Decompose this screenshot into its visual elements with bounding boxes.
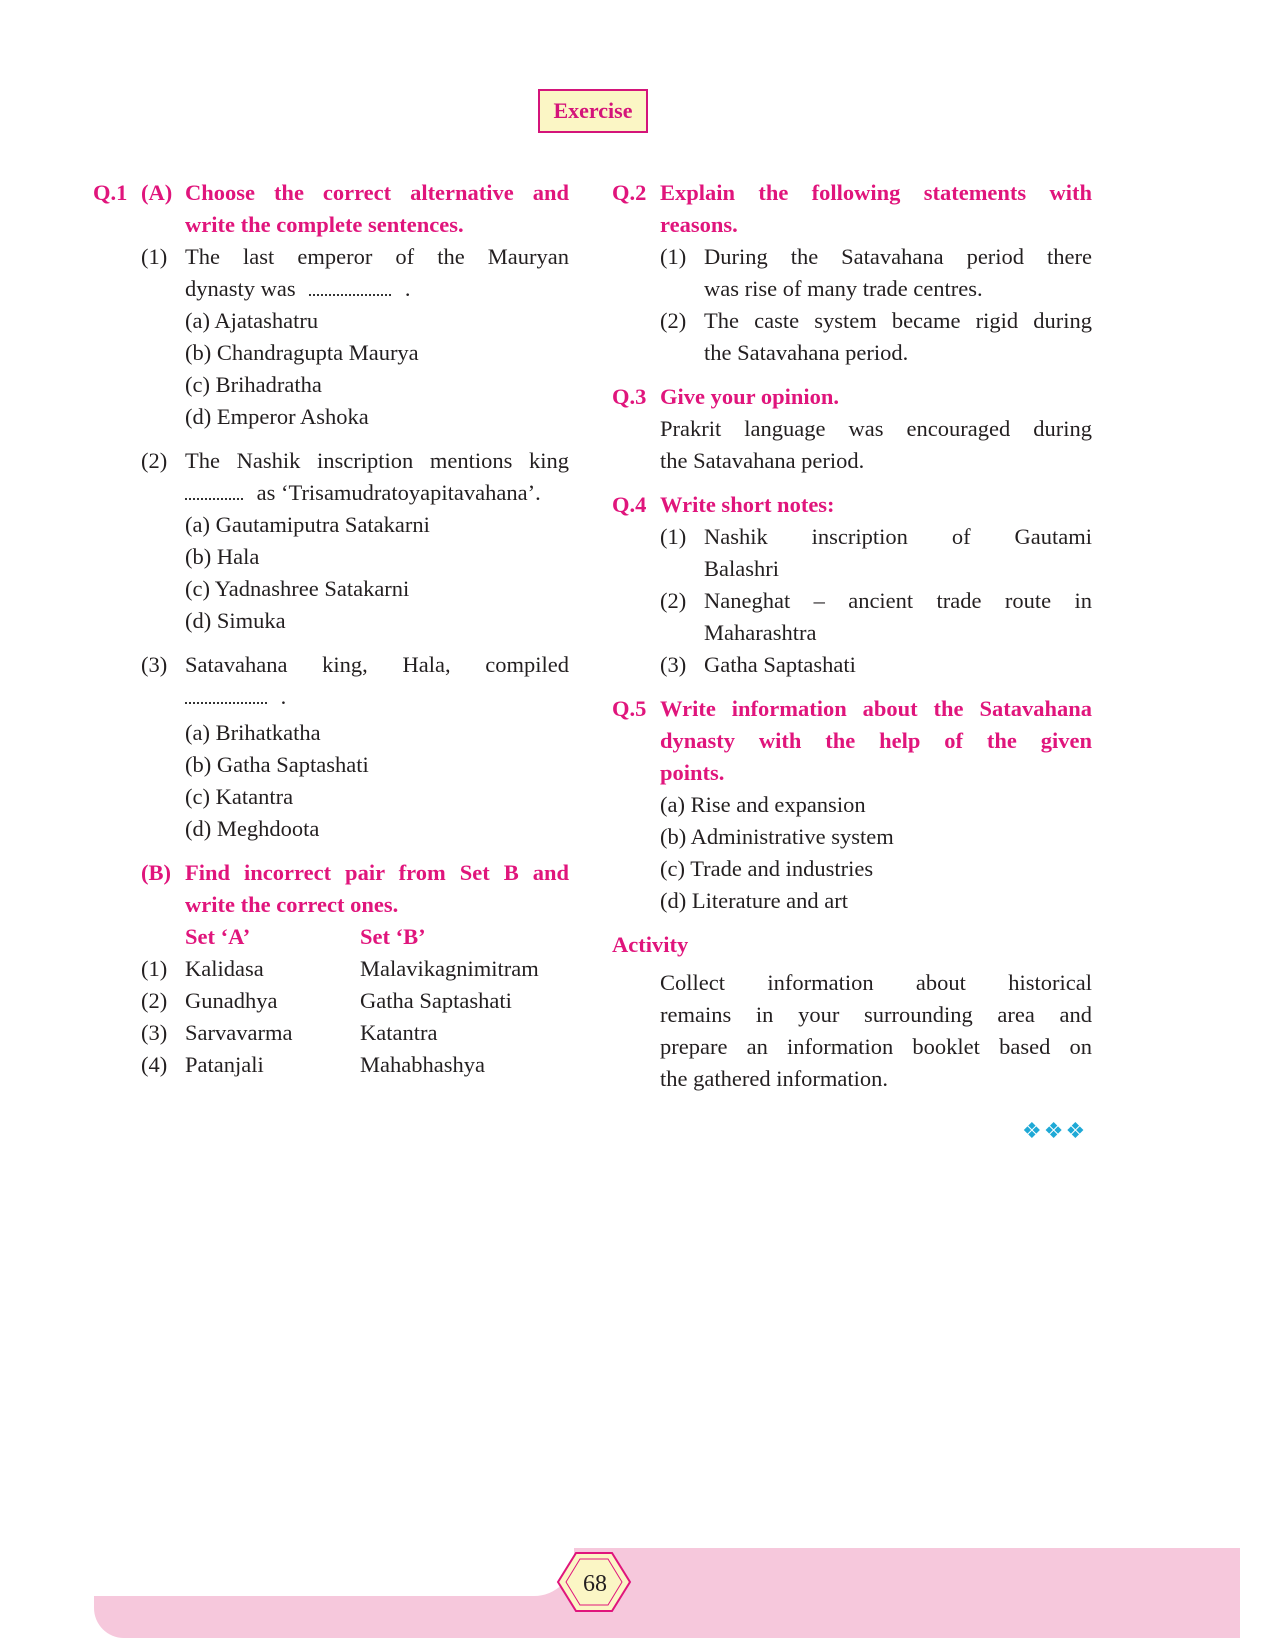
option: (b) Hala (185, 544, 260, 569)
pair-row: (4) Patanjali Mahabhashya (141, 1052, 485, 1077)
activity-heading: Activity (612, 932, 689, 957)
exercise-title: Exercise (553, 98, 633, 123)
option: (c) Katantra (185, 784, 294, 809)
q1-item-2-line2: as ‘Trisamudratoyapitavahana’. (256, 480, 541, 505)
q2-item-1-line2: was rise of many trade centres. (704, 276, 983, 301)
footer-band-cutout (94, 1548, 574, 1596)
activity-line: prepare an information booklet based on (660, 1034, 1092, 1059)
pair-row: (1) Kalidasa Malavikagnimitram (141, 956, 539, 981)
option: (d) Meghdoota (185, 816, 320, 841)
q4-item-3: (3) Gatha Saptashati (660, 652, 856, 677)
q1-heading: Q.1 (A) Choose the correct alternative and (93, 180, 569, 205)
q1-item-3-line2: . (280, 684, 287, 709)
q1-item-1-line2: dynasty was (185, 276, 296, 301)
activity-line: Collect information about historical (660, 970, 1092, 995)
option: (a) Ajatashatru (185, 308, 319, 333)
end-ornament-icon: ❖❖❖ (1022, 1118, 1088, 1143)
q2-item-2-line2: the Satavahana period. (704, 340, 909, 365)
exercise-title-box (538, 89, 648, 133)
q1-partB-heading-line2: write the correct ones. (185, 892, 399, 917)
blank-line (309, 276, 391, 296)
left-column: Q.1 (A) Choose the correct alternative and write the complete sentences. (1) The last emperor of the Mauryan dynasty was . (a) Ajatashatru (b) Chandragupta Maurya (c) Brihadratha (d) Emperor Ashoka (2) The Nashik inscription mentions king as ‘Trisamudratoyapitavahana’. (a) Gautamiputra Satakarni (b) Hala (c) Yadnashree Satakarni (d) Simuka (3) Satavahana king, Hala, compiled . (a) Brihatkatha (b) Gatha Saptashati (c) Katantra (d) Meghdoota (B) Find incorrect pair from Set B and write the correct ones. Set ‘A’ Set ‘B’ (1) Kalidasa Malavikagnimitram (2) Gunadhya Gatha Saptashati (3) Sarvavarma Katantra (4) Patanjali Mahabhashya (93, 177, 569, 1081)
q5-heading: Q.5 Write information about the Satavahana (612, 696, 1092, 721)
q5-heading-line3: points. (660, 760, 725, 785)
q2-heading: Q.2 Explain the following statements with (612, 180, 1092, 205)
q5-point: (c) Trade and industries (660, 856, 874, 881)
right-column (612, 177, 1092, 1095)
option: (d) Emperor Ashoka (185, 404, 369, 429)
q3-text-line1: Prakrit language was encouraged during (660, 416, 1092, 441)
q1-item-1: (1) The last emperor of the Mauryan (141, 244, 569, 269)
q1-heading-line2: write the complete sentences. (185, 212, 464, 237)
q4-item-1: (1) Nashik inscription of Gautami (660, 524, 1092, 549)
q3-text-line2: the Satavahana period. (660, 448, 865, 473)
set-headers (93, 921, 569, 953)
pair-row: (2) Gunadhya Gatha Saptashati (141, 988, 512, 1013)
activity-line: remains in your surrounding area and (660, 1002, 1092, 1027)
q1-item-2: (2) The Nashik inscription mentions king (141, 448, 569, 473)
option: (c) Yadnashree Satakarni (185, 576, 410, 601)
option: (c) Brihadratha (185, 372, 322, 397)
q4-item-2-line2: Maharashtra (704, 620, 817, 645)
option: (a) Gautamiputra Satakarni (185, 512, 430, 537)
q4-heading: Q.4 Write short notes: (612, 492, 835, 517)
q4-item-2: (2) Naneghat – ancient trade route in (660, 588, 1092, 613)
q5-heading-line2: dynasty with the help of the given (660, 728, 1092, 753)
q2-item-1: (1) During the Satavahana period there (660, 244, 1092, 269)
option: (b) Chandragupta Maurya (185, 340, 419, 365)
q5-point: (d) Literature and art (660, 888, 849, 913)
option: (a) Brihatkatha (185, 720, 321, 745)
option: (d) Simuka (185, 608, 286, 633)
blank-line (185, 480, 243, 500)
option: (b) Gatha Saptashati (185, 752, 369, 777)
activity-line: the gathered information. (660, 1066, 889, 1091)
set-a-header: Set ‘A’ (185, 924, 251, 949)
pair-row: (3) Sarvavarma Katantra (141, 1020, 438, 1045)
q5-point: (b) Administrative system (660, 824, 894, 849)
page-number: 68 (583, 1570, 607, 1597)
set-b-header: Set ‘B’ (360, 924, 426, 949)
blank-line (185, 684, 267, 704)
q3-heading: Q.3 Give your opinion. (612, 384, 840, 409)
q2-heading-line2: reasons. (660, 212, 738, 237)
q1-item-3: (3) Satavahana king, Hala, compiled (141, 652, 569, 677)
q4-item-1-line2: Balashri (704, 556, 779, 581)
q2-item-2: (2) The caste system became rigid during (660, 308, 1092, 333)
q5-point: (a) Rise and expansion (660, 792, 866, 817)
q1-partB-heading: (B) Find incorrect pair from Set B and (141, 860, 569, 885)
